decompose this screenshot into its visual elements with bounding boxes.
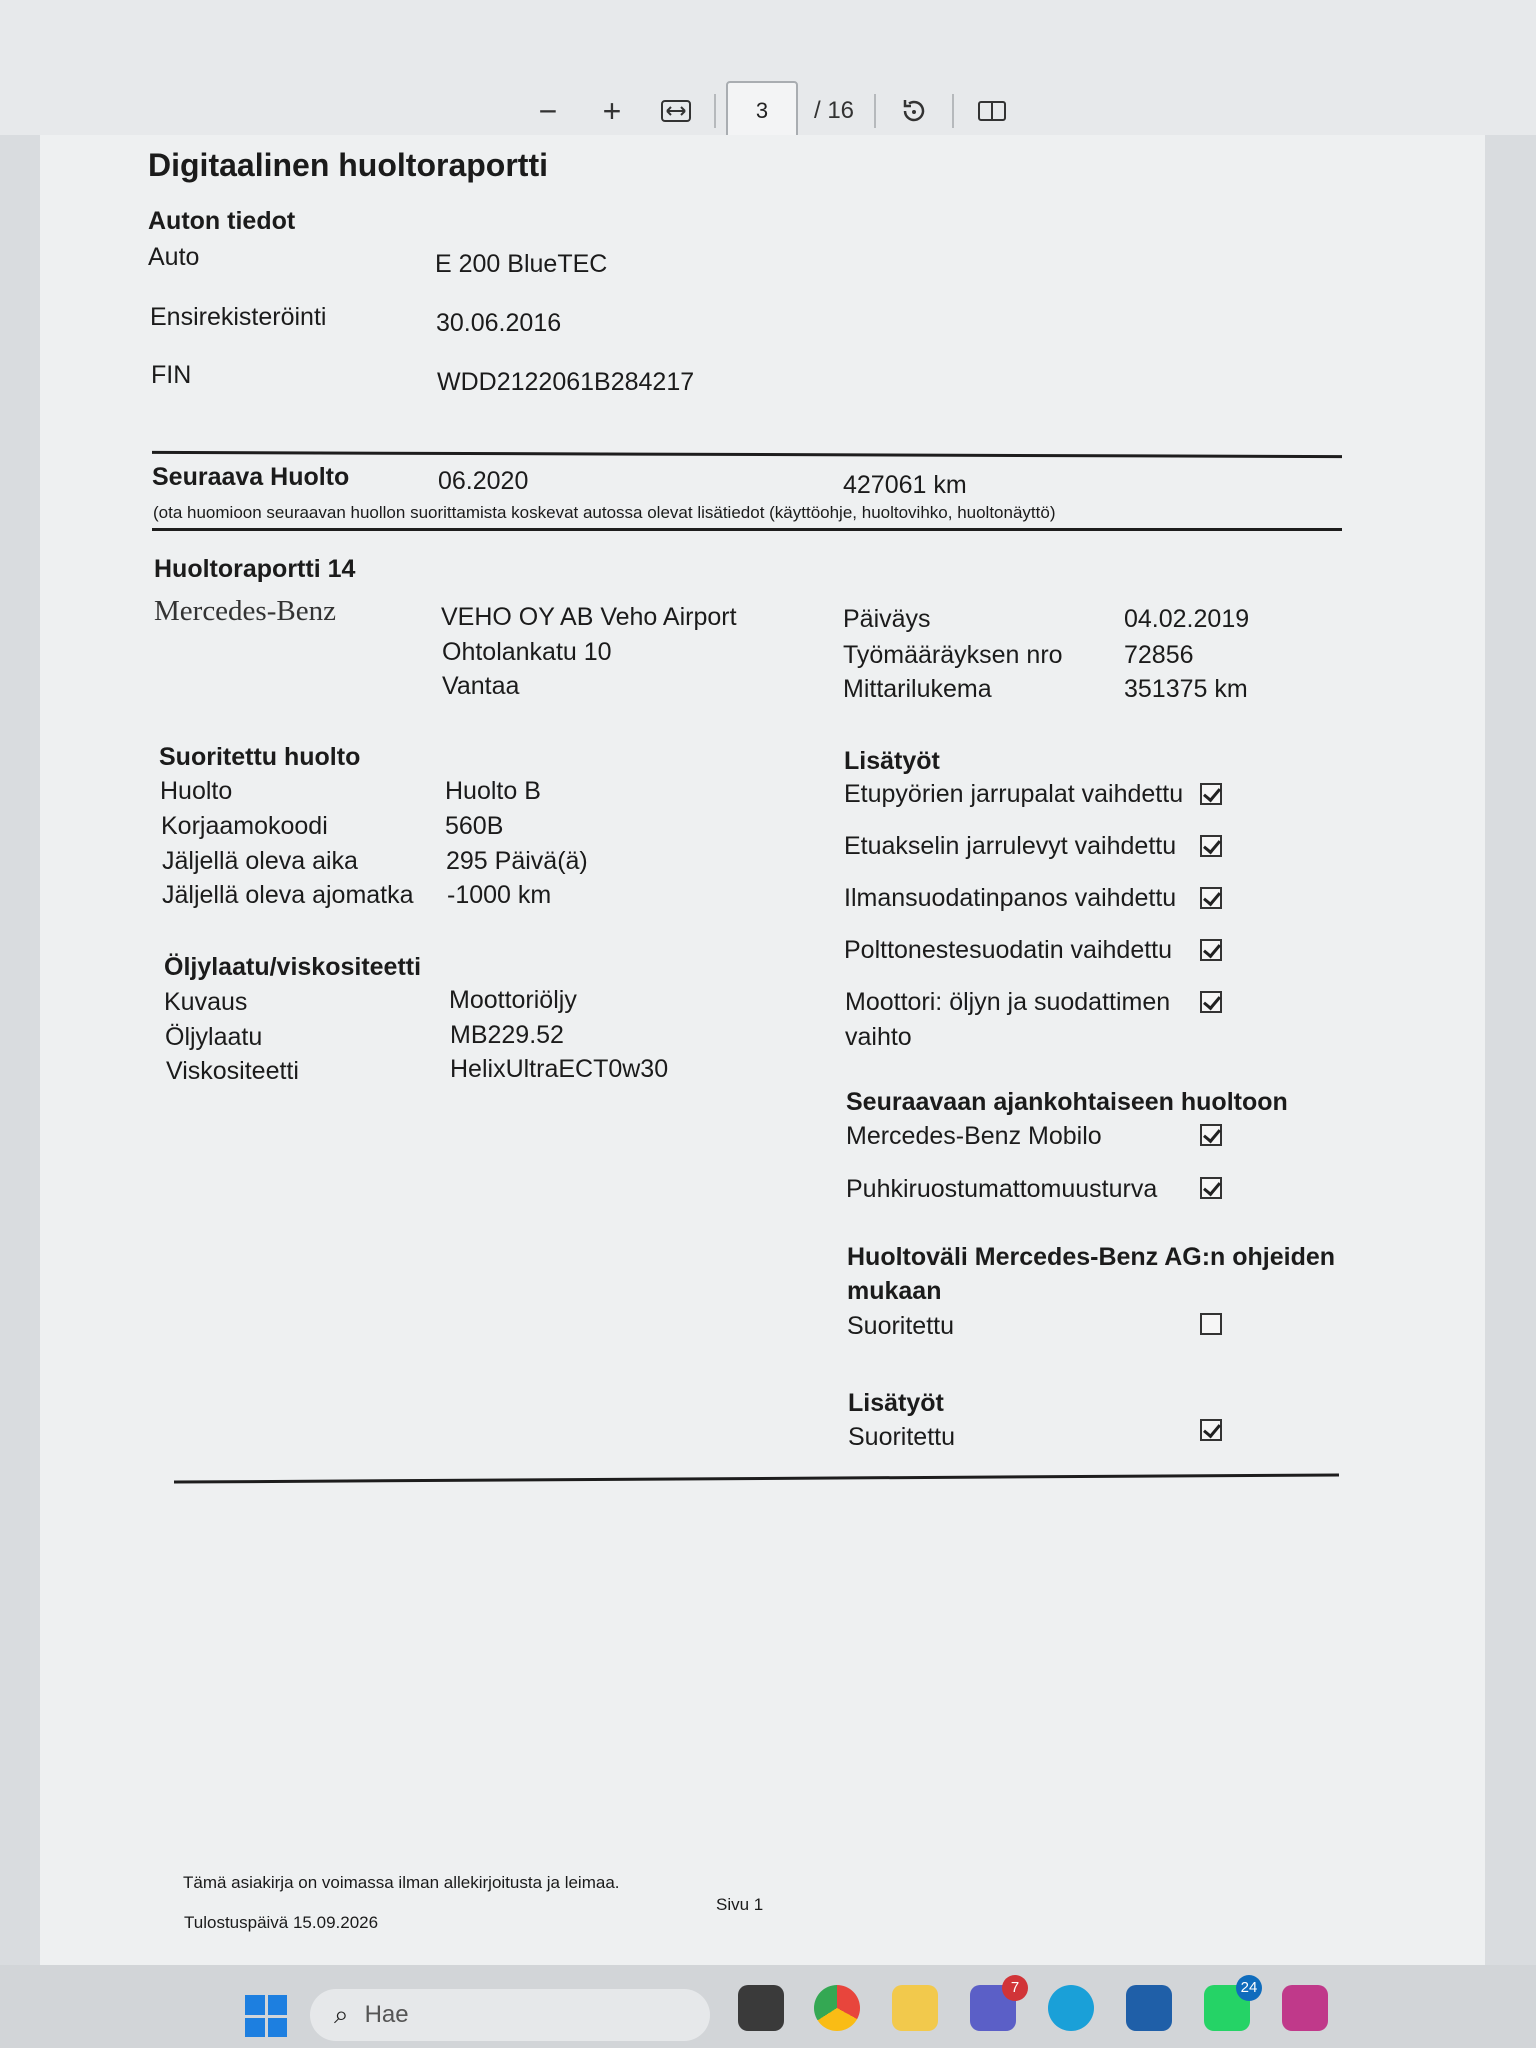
- folder-icon[interactable]: [892, 1985, 938, 2031]
- file-explorer-dark-icon[interactable]: [738, 1985, 784, 2031]
- extra-work-checkbox[interactable]: [1200, 991, 1222, 1013]
- extra-work-item: Ilmansuodatinpanos vaihdettu: [844, 884, 1177, 912]
- toolbar-divider: [874, 94, 876, 128]
- performed-value: 560B: [445, 812, 504, 840]
- dealer-line-3: Vantaa: [442, 672, 520, 700]
- car-label-auto: Auto: [148, 243, 200, 271]
- meta-value-order: 72856: [1124, 641, 1194, 669]
- extra-work-item: Etupyörien jarrupalat vaihdettu: [844, 780, 1184, 808]
- extra-work-checkbox[interactable]: [1200, 939, 1222, 961]
- fit-width-button[interactable]: [648, 83, 704, 139]
- toolbar-divider: [952, 94, 954, 128]
- page-number-input[interactable]: [726, 81, 798, 141]
- service-report-title: Huoltoraportti 14: [154, 555, 356, 583]
- meta-label-date: Päiväys: [843, 605, 931, 633]
- windows-logo-icon: [245, 1995, 265, 2015]
- oil-label: Kuvaus: [164, 988, 248, 1016]
- extra-work-checkbox[interactable]: [1200, 887, 1222, 909]
- footer-validity: Tämä asiakirja on voimassa ilman allekirjoitusta ja leimaa.: [183, 1873, 620, 1892]
- extra-work-item: Moottori: öljyn ja suodattimen: [845, 988, 1171, 1016]
- meta-value-odometer: 351375 km: [1124, 675, 1248, 703]
- taskbar: [0, 1965, 1536, 2048]
- car-value-registration: 30.06.2016: [436, 309, 562, 337]
- notification-badge: 24: [1236, 1975, 1262, 2001]
- footer-print-date: Tulostuspäivä 15.09.2026: [184, 1913, 379, 1932]
- extra-done-label: Suoritettu: [848, 1423, 956, 1451]
- oil-value: Moottoriöljy: [449, 986, 577, 1014]
- performed-value: Huolto B: [445, 777, 541, 805]
- whatsapp-icon[interactable]: [1204, 1979, 1258, 2031]
- oil-value: HelixUltraECT0w30: [450, 1055, 669, 1083]
- footer-page: Sivu 1: [716, 1895, 764, 1914]
- zoom-out-button[interactable]: −: [538, 92, 558, 129]
- car-value-auto: E 200 BlueTEC: [435, 250, 608, 278]
- notification-badge: 7: [1002, 1975, 1028, 2001]
- m365-icon[interactable]: [1282, 1985, 1328, 2031]
- chrome-icon[interactable]: [814, 1985, 860, 2031]
- extra-done-checkbox[interactable]: [1200, 1419, 1222, 1441]
- performed-label: Korjaamokoodi: [161, 812, 328, 840]
- page-view-button[interactable]: [964, 83, 1020, 139]
- windows-logo-icon: [268, 2018, 288, 2038]
- car-value-fin: WDD2122061B284217: [437, 368, 695, 396]
- zoom-in-button[interactable]: +: [602, 92, 622, 129]
- divider: [152, 451, 1342, 458]
- fit-width-icon: [661, 100, 691, 122]
- oil-label: Öljylaatu: [165, 1023, 263, 1051]
- next-current-checkbox[interactable]: [1200, 1177, 1222, 1199]
- windows-logo-icon: [268, 1995, 288, 2015]
- divider: [152, 528, 1342, 531]
- dealer-line-2: Ohtolankatu 10: [442, 638, 612, 666]
- next-service-note: (ota huomioon seuraavan huollon suorittamista koskevat autossa olevat lisätiedot (käyttöohje, huoltovihko, huoltonäyttö): [153, 503, 1056, 522]
- next-current-item: Mercedes-Benz Mobilo: [846, 1122, 1102, 1150]
- oil-label: Viskositeetti: [166, 1057, 299, 1085]
- brand-name: Mercedes-Benz: [154, 595, 336, 627]
- extra-work-item: Polttonestesuodatin vaihdettu: [844, 936, 1173, 964]
- extra-work-item-continued: vaihto: [845, 1023, 912, 1051]
- start-button[interactable]: [245, 1995, 287, 2037]
- extra-work-item: Etuakselin jarrulevyt vaihdettu: [844, 832, 1177, 860]
- page-total: / 16: [814, 97, 855, 124]
- car-section-title: Auton tiedot: [148, 207, 296, 235]
- meta-value-date: 04.02.2019: [1124, 605, 1250, 633]
- performed-value: -1000 km: [447, 881, 552, 909]
- next-current-item: Puhkiruostumattomuusturva: [846, 1175, 1158, 1203]
- document-page: [40, 135, 1485, 1965]
- interval-label: Suoritettu: [847, 1312, 955, 1340]
- next-service-km: 427061 km: [843, 471, 967, 499]
- report-title: Digitaalinen huoltoraportti: [148, 147, 548, 183]
- edge-icon[interactable]: [1048, 1985, 1094, 2031]
- rotate-icon: [899, 96, 929, 126]
- windows-logo-icon: [245, 2018, 265, 2038]
- car-label-fin: FIN: [151, 361, 192, 389]
- oil-value: MB229.52: [450, 1021, 564, 1049]
- teams-icon[interactable]: [970, 1979, 1020, 2031]
- oil-title: Öljylaatu/viskositeetti: [164, 953, 422, 981]
- interval-title-continued: mukaan: [847, 1277, 942, 1305]
- toolbar-divider: [714, 94, 716, 128]
- next-service-label: Seuraava Huolto: [152, 463, 350, 491]
- store-icon[interactable]: [1126, 1985, 1172, 2031]
- divider: [174, 1473, 1339, 1483]
- next-service-date: 06.2020: [438, 467, 529, 495]
- two-page-view-icon: [977, 99, 1007, 123]
- rotate-button[interactable]: [886, 83, 942, 139]
- performed-label: Jäljellä oleva aika: [162, 847, 358, 875]
- extra-work-checkbox[interactable]: [1200, 835, 1222, 857]
- search-icon: ⌕: [334, 1999, 349, 2029]
- car-label-registration: Ensirekisteröinti: [150, 303, 327, 331]
- interval-checkbox[interactable]: [1200, 1313, 1222, 1335]
- next-current-checkbox[interactable]: [1200, 1124, 1222, 1146]
- performed-label: Huolto: [160, 777, 233, 805]
- extra-done-title: Lisätyöt: [848, 1389, 944, 1417]
- extra-work-checkbox[interactable]: [1200, 783, 1222, 805]
- dealer-line-1: VEHO OY AB Veho Airport: [441, 603, 737, 631]
- performed-title: Suoritettu huolto: [159, 743, 361, 771]
- interval-title: Huoltoväli Mercedes-Benz AG:n ohjeiden: [847, 1243, 1336, 1271]
- meta-label-order: Työmääräyksen nro: [843, 641, 1063, 669]
- next-current-title: Seuraavaan ajankohtaiseen huoltoon: [846, 1088, 1288, 1116]
- performed-label: Jäljellä oleva ajomatka: [162, 881, 414, 909]
- search-placeholder: Hae: [364, 2001, 409, 2028]
- taskbar-search[interactable]: [310, 1989, 710, 2041]
- performed-value: 295 Päivä(ä): [446, 847, 588, 875]
- extra-work-title: Lisätyöt: [844, 747, 940, 775]
- meta-label-odometer: Mittarilukema: [843, 675, 992, 703]
